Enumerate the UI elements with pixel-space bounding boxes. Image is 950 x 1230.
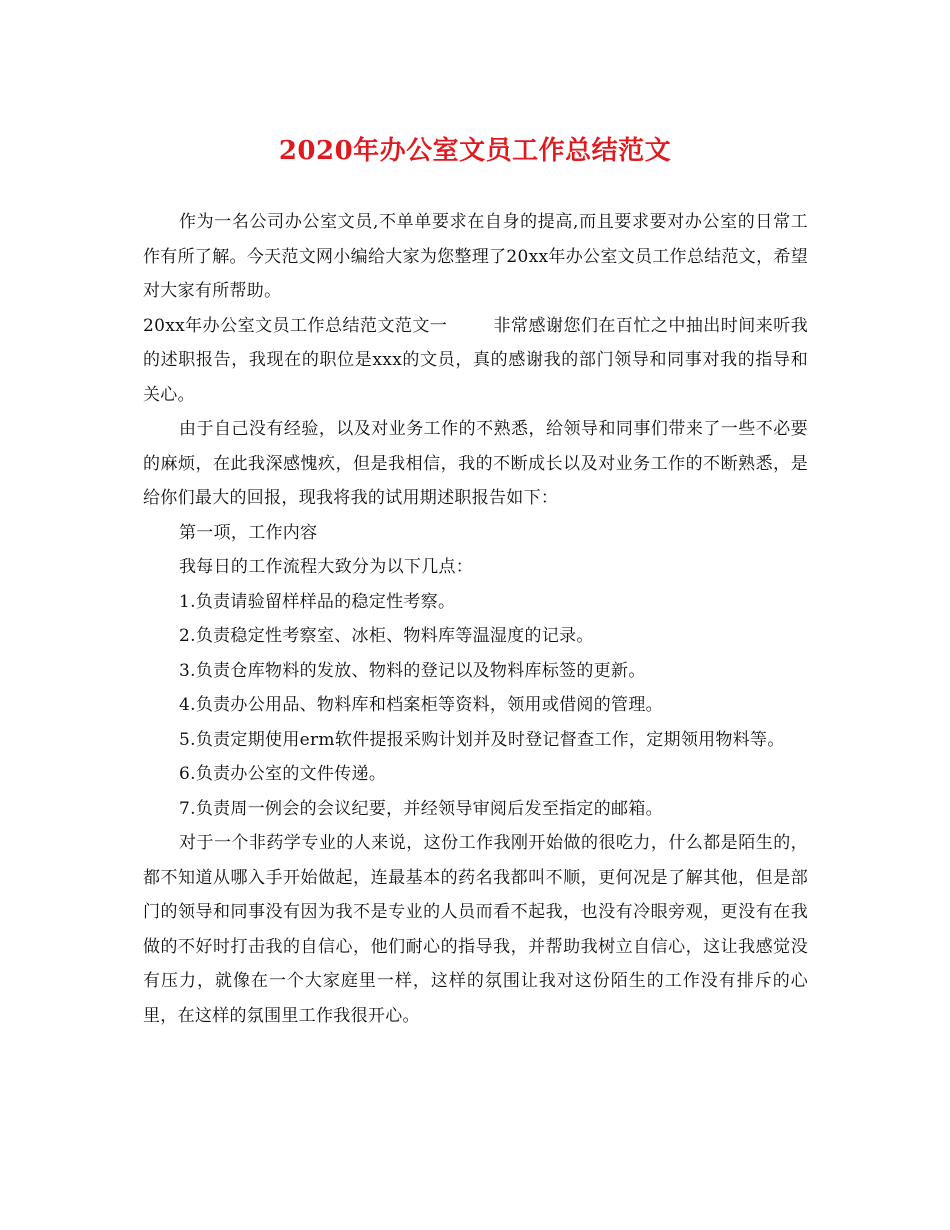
section-one-text: 非常感谢您们在百忙之中抽出时间来听我的述职报告，我现在的职位是xxx的文员，真的感谢我的部门领导和同事对我的指导和关心。 — [143, 315, 808, 405]
experience-paragraph: 由于自己没有经验，以及对业务工作的不熟悉，给领导和同事们带来了一些不必要的麻烦，在此我深感愧疚，但是我相信，我的不断成长以及对业务工作的不断熟悉，是给你们最大的回报，现我将我的试用期述职报告如下： — [143, 419, 808, 508]
workflow-intro: 我每日的工作流程大致分为以下几点： — [179, 557, 474, 577]
closing-paragraph: 对于一个非药学专业的人来说，这份工作我刚开始做的很吃力，什么都是陌生的，都不知道从哪入手开始做起，连最基本的药名我都叫不顺，更何况是了解其他，但是部门的领导和同事没有因为我不是专业的人员而看不起我，也没有冷眼旁观，更没有在我做的不好时打击我的自信心，他们耐心的指导我，并帮助我树立自信心，这让我感觉没有压力，就像在一个大家庭里一样，这样的氛围让我对这份陌生的工作没有排斥的心里，在这样的氛围里工作我很开心。 — [143, 833, 808, 1026]
list-item: 6.负责办公室的文件传递。 — [179, 764, 387, 784]
list-item: 2.负责稳定性考察室、冰柜、物料库等温湿度的记录。 — [179, 626, 594, 646]
intro-paragraph: 作为一名公司办公室文员,不单单要求在自身的提高,而且要求要对办公室的日常工作有所了解。今天范文网小编给大家为您整理了20xx年办公室文员工作总结范文，希望对大家有所帮助。 — [143, 212, 808, 301]
document-title: 2020年办公室文员工作总结范文 — [278, 136, 672, 166]
section-one-paragraph — [143, 309, 808, 413]
work-content-heading: 第一项，工作内容 — [179, 522, 318, 543]
list-item: 1.负责请验留样样品的稳定性考察。 — [179, 591, 456, 612]
list-item: 7.负责周一例会的会议纪要，并经领导审阅后发至指定的邮箱。 — [179, 798, 663, 819]
list-item: 5.负责定期使用erm软件提报采购计划并及时登记督查工作，定期领用物料等。 — [179, 729, 785, 750]
list-item: 4.负责办公用品、物料库和档案柜等资料，领用或借阅的管理。 — [179, 695, 663, 715]
section-one-heading: 20xx年办公室文员工作总结范文范文一 — [143, 315, 448, 336]
document-body — [143, 205, 808, 1033]
list-item: 3.负责仓库物料的发放、物料的登记以及物料库标签的更新。 — [179, 660, 646, 681]
